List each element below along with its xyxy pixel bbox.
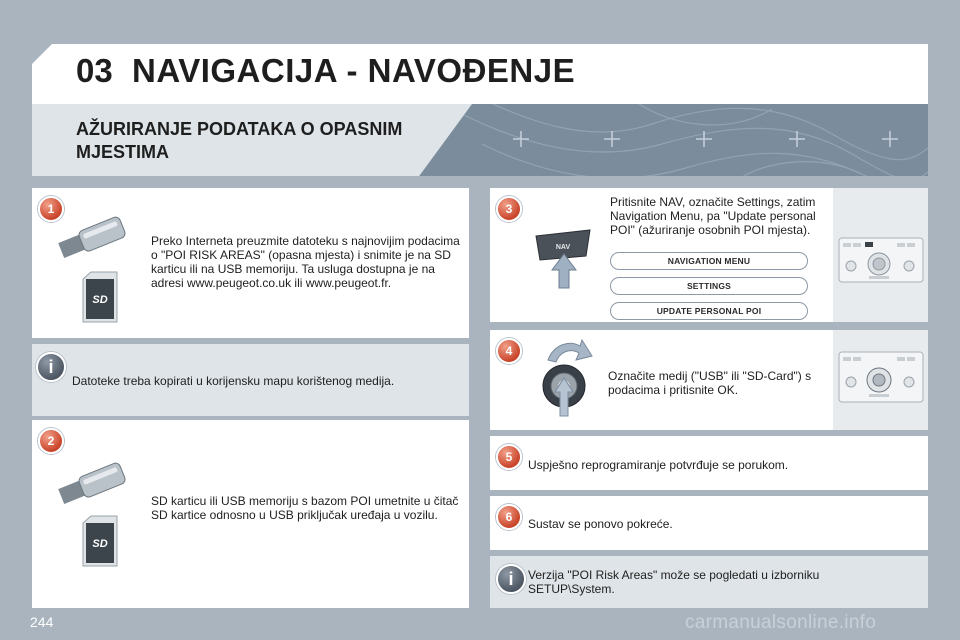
rotate-arrow-icon bbox=[548, 340, 592, 362]
svg-text:SD: SD bbox=[92, 294, 108, 306]
step-3-text: Pritisnite NAV, označite Settings, zatim Navigation Menu, pa "Update personal POI" (ažuriranje osobnih POI mjesta). bbox=[610, 195, 816, 237]
step-1-text: Preko Interneta preuzmite datoteku s najnovijim podacima o "POI RISK AREAS" (opasna mjesta) i snimite je na SD karticu ili na USB memoriju. Ta usluga dostupna je na adresi www.peugeot.co.uk ili www.peugeot.fr. bbox=[151, 234, 460, 290]
section-title: AŽURIRANJE PODATAKA O OPASNIM MJESTIMA bbox=[76, 119, 403, 162]
rotary-knob-illustration bbox=[536, 334, 596, 424]
chapter-title: NAVIGACIJA - NAVOĐENJE bbox=[132, 52, 576, 89]
step-2-text: SD karticu ili USB memoriju s bazom POI umetnite u čitač SD kartice odnosno u USB priključak uređaja u vozilu. bbox=[151, 494, 459, 522]
step-4-badge: 4 bbox=[496, 338, 522, 364]
info-icon: i bbox=[36, 352, 66, 382]
info-icon: i bbox=[496, 564, 526, 594]
info-1-text: Datoteke treba kopirati u korijensku mapu korištenog medija. bbox=[72, 374, 395, 388]
nav-key-label: NAV bbox=[555, 244, 571, 251]
chapter-number: 03 bbox=[76, 52, 113, 89]
svg-text:SD: SD bbox=[92, 538, 108, 550]
sd-card-icon bbox=[81, 271, 119, 323]
step-5-text: Uspješno reprogramiranje potvrđuje se porukom. bbox=[528, 458, 789, 472]
radio-unit-illustration bbox=[833, 330, 928, 430]
radio-unit-panel bbox=[833, 330, 928, 430]
menu-item-update-personal-poi: UPDATE PERSONAL POI bbox=[610, 302, 808, 320]
step-3-badge: 3 bbox=[496, 196, 522, 222]
page-number: 244 bbox=[30, 614, 54, 630]
usb-stick-icon bbox=[54, 456, 130, 508]
usb-stick-icon bbox=[54, 210, 130, 262]
step-4-text: Označite medij ("USB" ili "SD-Card") s podacima i pritisnite OK. bbox=[608, 369, 812, 397]
radio-unit-illustration bbox=[833, 188, 928, 322]
step-5-badge: 5 bbox=[496, 444, 522, 470]
menu-item-navigation-menu: NAVIGATION MENU bbox=[610, 252, 808, 270]
step-6-text: Sustav se ponovo pokreće. bbox=[528, 517, 673, 531]
step-6-badge: 6 bbox=[496, 504, 522, 530]
step-2-badge: 2 bbox=[38, 428, 64, 454]
step-1-badge: 1 bbox=[38, 196, 64, 222]
menu-item-settings: SETTINGS bbox=[610, 277, 808, 295]
nav-key-press-illustration bbox=[532, 226, 596, 292]
sd-card-icon bbox=[81, 515, 119, 567]
watermark: carmanualsonline.info bbox=[685, 612, 877, 633]
info-2-text: Verzija "POI Risk Areas" može se pogledati u izborniku SETUP\System. bbox=[528, 568, 820, 596]
radio-unit-panel bbox=[833, 188, 928, 322]
